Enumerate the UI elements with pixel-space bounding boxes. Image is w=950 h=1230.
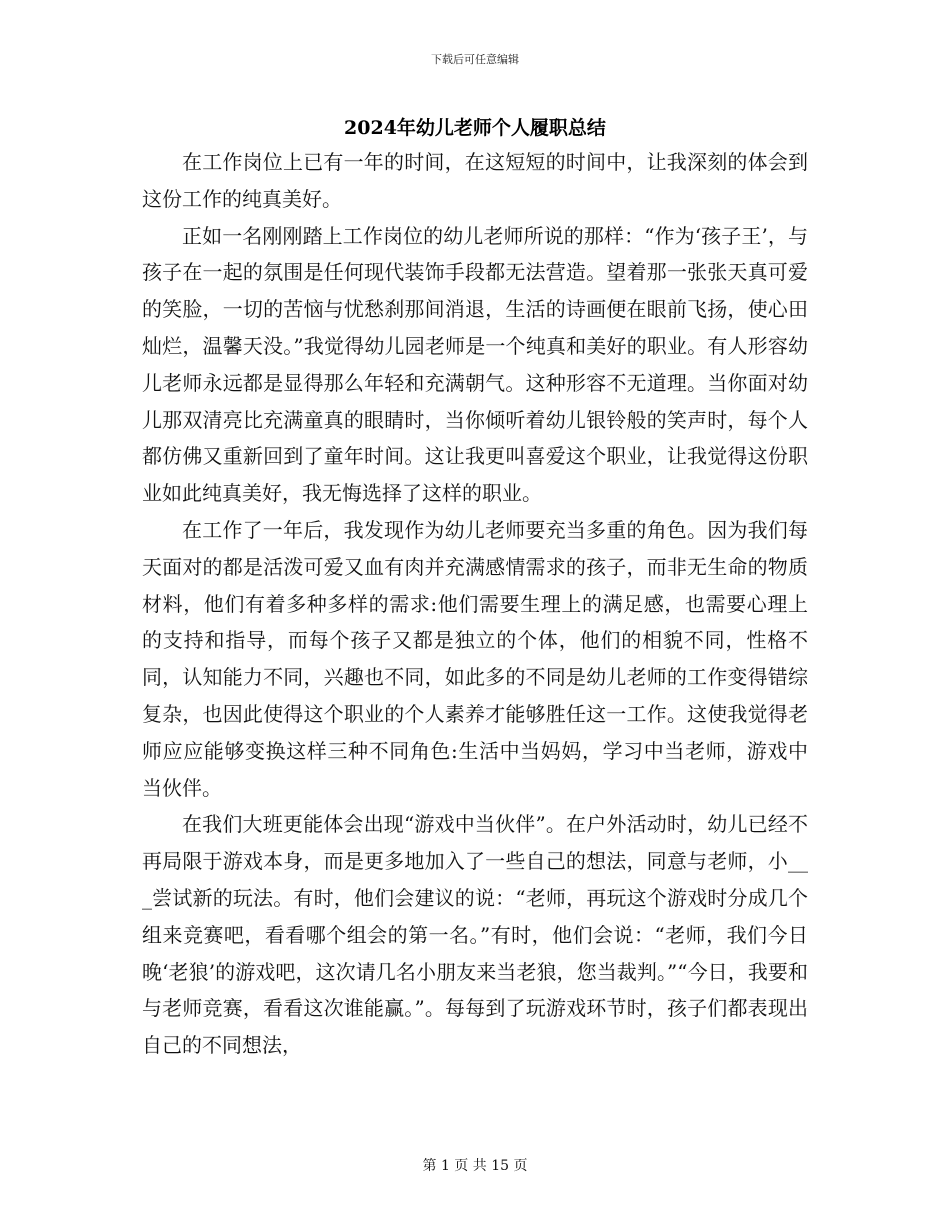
page-header-note: 下载后可任意编辑 xyxy=(431,53,519,66)
document-body xyxy=(142,144,808,1064)
page-number: 第 1 页 共 15 页 xyxy=(422,1158,528,1174)
paragraph-4: 在我们大班更能体会出现“游戏中当伙伴”。在户外活动时，幼儿已经不再局限于游戏本身，而是更多地加入了一些自己的想法，同意与老师，小___尝试新的玩法。有时，他们会建议的说：“老师，再玩这个游戏时分成几个组来竞赛吧，看看哪个组会的第一名。”有时，他们会说：“老师，我们今日晚‘老狼’的游戏吧，这次请几名小朋友来当老狼，您当裁判。”“今日，我要和与老师竞赛，看看这次谁能赢。”。每每到了玩游戏环节时，孩子们都表现出自己的不同想法， xyxy=(142,812,808,1058)
paragraph-1: 在工作岗位上已有一年的时间，在这短短的时间中，让我深刻的体会到这份工作的纯真美好。 xyxy=(142,150,808,211)
paragraph-3: 在工作了一年后，我发现作为幼儿老师要充当多重的角色。因为我们每天面对的都是活泼可爱又血有肉并充满感情需求的孩子，而非无生命的物质材料，他们有着多种多样的需求:他们需要生理上的满足感，也需要心理上的支持和指导，而每个孩子又都是独立的个体，他们的相貌不同，性格不同，认知能力不同，兴趣也不同，如此多的不同是幼儿老师的工作变得错综复杂，也因此使得这个职业的个人素养才能够胜任这一工作。这使我觉得老师应应能够变换这样三种不同角色:生活中当妈妈，学习中当老师，游戏中当伙伴。 xyxy=(142,517,808,800)
document-title: 2024年幼儿老师个人履职总结 xyxy=(344,117,606,139)
paragraph-2: 正如一名刚刚踏上工作岗位的幼儿老师所说的那样：“作为‘孩子王’，与孩子在一起的氛围是任何现代装饰手段都无法营造。望着那一张张天真可爱的笑脸，一切的苦恼与忧愁刹那间消退，生活的诗画便在眼前飞扬，使心田灿烂，温馨天没。”我觉得幼儿园老师是一个纯真和美好的职业。有人形容幼儿老师永远都是显得那么年轻和充满朝气。这种形容不无道理。当你面对幼儿那双清亮比充满童真的眼睛时，当你倾听着幼儿银铃般的笑声时，每个人都仿佛又重新回到了童年时间。这让我更叫喜爱这个职业，让我觉得这份职业如此纯真美好，我无悔选择了这样的职业。 xyxy=(142,223,808,506)
